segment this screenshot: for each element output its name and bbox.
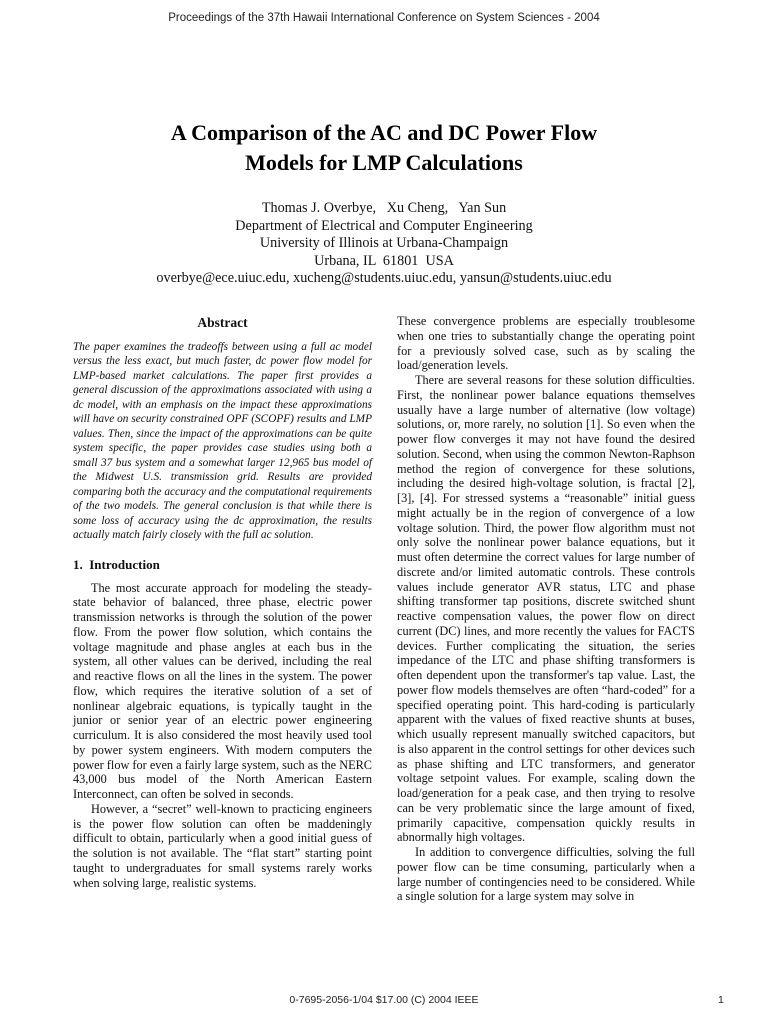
footer-copyright: 0-7695-2056-1/04 $17.00 (C) 2004 IEEE: [289, 994, 479, 1006]
intro-paragraph-1: The most accurate approach for modeling the steady-state behavior of balanced, three phase, electric power transmission networks is through the solution of the power flow. From the power flow solution, which contains the voltage magnitude and phase angles at each bus in the system, all other values can be derived, including the real and reactive flows on all the lines in the system. The power flow, which requires the iterative solution of a set of nonlinear algebraic equations, is typically taught in the junior or senior year of an electric power engineering curriculum. It is also considered the most heavily used tool by power system engineers. With modern computers the power flow for even a fairly large system, such as the NERC 43,000 bus model of the North American Eastern Interconnect, can often be solved in seconds.: [73, 580, 372, 801]
abstract-text: The paper examines the tradeoffs between using a full ac model versus the less exact, but much faster, dc power flow model for LMP-based market calculations. The paper first provides a general discussion of the approximations associated with using a dc model, with an emphasis on the impact these approximations will have on security constrained OPF (SCOPF) results and LMP values. Then, since the impact of the approximations can be quite system specific, the paper provides case studies using both a small 37 bus system and a somewhat larger 12,965 bus model of the Midwest U.S. transmission grid. Results are provided comparing both the accuracy and the computational requirements of the two models. The general conclusion is that while there is some loss of accuracy using the dc approximation, the results actually match fairly closely with the full ac solution.: [73, 340, 372, 542]
page-number: 1: [718, 994, 724, 1006]
left-column: [73, 314, 372, 890]
author-location: Urbana, IL 61801 USA: [314, 252, 454, 269]
intro-paragraph-5: In addition to convergence difficulties, solving the full power flow can be time consuming, particularly when a large number of contingencies need to be considered. While a single solution for a large system may solve in: [397, 845, 695, 904]
abstract-heading: Abstract: [197, 315, 248, 330]
author-department: Department of Electrical and Computer Engineering: [235, 217, 533, 234]
intro-paragraph-3: These convergence problems are especially troublesome when one tries to substantially change the operating point for a previously solved case, such as by scaling the load/generation levels.: [397, 314, 695, 373]
title-block: [60, 118, 708, 288]
right-column: [397, 314, 695, 904]
running-header: Proceedings of the 37th Hawaii International Conference on System Sciences - 2004: [168, 12, 600, 24]
title-line-2: Models for LMP Calculations: [245, 150, 523, 175]
author-university: University of Illinois at Urbana-Champaign: [259, 235, 509, 251]
title-line-1: A Comparison of the AC and DC Power Flow: [170, 120, 598, 145]
author-block: [60, 200, 708, 288]
intro-paragraph-2: However, a “secret” well-known to practicing engineers is the power flow solution can often be maddeningly difficult to obtain, particularly when a good initial guess of the solution is not available. The “flat start” starting point taught to undergraduates for small systems rarely works when solving large, realistic systems.: [73, 801, 372, 890]
author-emails: overbye@ece.uiuc.edu, xucheng@students.uiuc.edu, yansun@students.uiuc.edu: [156, 270, 612, 286]
paper-title: [60, 118, 708, 178]
section-heading-introduction: 1. Introduction: [73, 556, 160, 572]
intro-paragraph-4: There are several reasons for these solution difficulties. First, the nonlinear power balance equations themselves usually have a large number of alternative (low voltage) solutions, or, more rarely, no solution [1]. So even when the power flow converges it may not have found the desired solution. Second, when using the common Newton-Raphson method the region of convergence for these solutions, including the desired high-voltage solution, is fractal [2], [3], [4]. For stressed systems a “reasonable” initial guess might actually be in the region of convergence of a low voltage solution. Third, the power flow algorithm must not only solve the nonlinear power balance equations, but it must often determine the correct values for large number of discrete and/or limited automatic controls. These controls values include generator AVR status, LTC and phase shifting transformer tap positions, discrete switched shunt reactive compensation values, the power flow on direct current (DC) lines, and more recently the values for FACTS devices. Further complicating the situation, the series impedance of the LTC and phase shifting transformers is often dependent upon the transformer's tap value. Last, the power flow models themselves are often “hard-coded” for a specified operating point. This hard-coding is particularly apparent with the values of fixed reactive shunts at buses, which usually represent manually switched capacitors, but is also apparent in the control settings for other devices such as phase shifting and LTC transformers, and generator voltage setpoint values. For example, scaling down the load/generation for a peak case, and then trying to resolve can be very problematic since the large amount of fixed, primarily capacitive, compensation quickly results in abnormally high voltages.: [397, 373, 695, 845]
author-names: Thomas J. Overbye, Xu Cheng, Yan Sun: [261, 200, 507, 216]
